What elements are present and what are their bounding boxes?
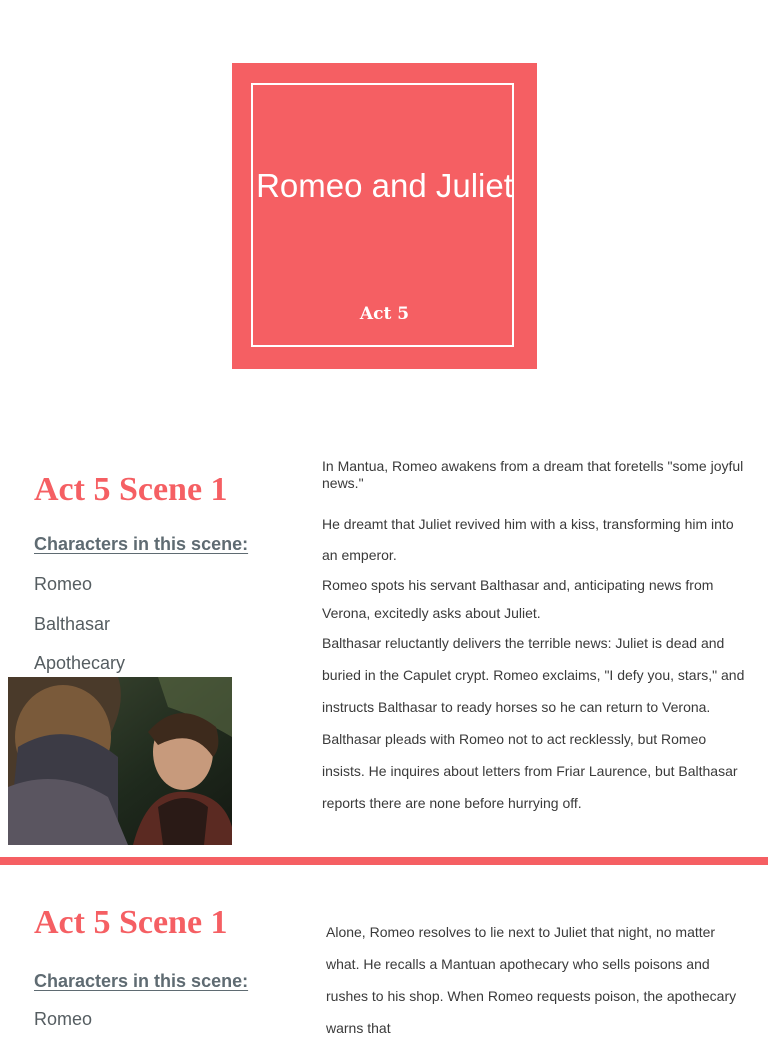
character-list	[34, 573, 125, 692]
characters-label: Characters in this scene:	[34, 971, 249, 991]
slide-divider	[0, 857, 768, 865]
characters-label: Characters in this scene:	[34, 534, 249, 554]
summary-paragraph: He dreamt that Juliet revived him with a kiss, transforming him into an emperor.	[322, 516, 734, 563]
scene-slide-2	[0, 865, 768, 1036]
character-item: Romeo	[34, 1009, 93, 1029]
summary-paragraph: Balthasar reluctantly delivers the terrible news: Juliet is dead and buried in the Capulet crypt. Romeo exclaims, "I defy you, stars," and instructs Balthasar to ready horses so he can return to Verona. Balthasar pleads with Romeo not to act recklessly, but Romeo insists. He inquires about letters from Friar Laurence, but Balthasar reports there are none before hurrying off.	[322, 635, 745, 811]
scene-slide-1	[0, 440, 768, 857]
scene-photo-image	[8, 677, 232, 845]
character-item: Romeo	[34, 574, 93, 594]
cover-title: Romeo and Juliet	[256, 167, 513, 204]
summary-paragraph: In Mantua, Romeo awakens from a dream that foretells "some joyful news."	[322, 458, 744, 491]
character-list	[34, 1008, 92, 1048]
cover-subtitle: Act 5	[359, 304, 410, 324]
scene-summary	[322, 458, 747, 819]
summary-paragraph: Romeo spots his servant Balthasar and, anticipating news from Verona, excitedly asks about Juliet.	[322, 577, 714, 621]
cover-slide	[232, 63, 537, 369]
scene-summary	[326, 916, 751, 1044]
summary-paragraph: Alone, Romeo resolves to lie next to Juliet that night, no matter what. He recalls a Mantuan apothecary who sells poisons and rushes to his shop. When Romeo requests poison, the apothecary warns that	[326, 924, 737, 1036]
scene-photo	[8, 677, 232, 845]
scene-title: Act 5 Scene 1	[34, 904, 228, 941]
scene-title: Act 5 Scene 1	[34, 471, 228, 508]
character-item: Apothecary	[34, 653, 126, 673]
character-item: Balthasar	[34, 613, 111, 634]
